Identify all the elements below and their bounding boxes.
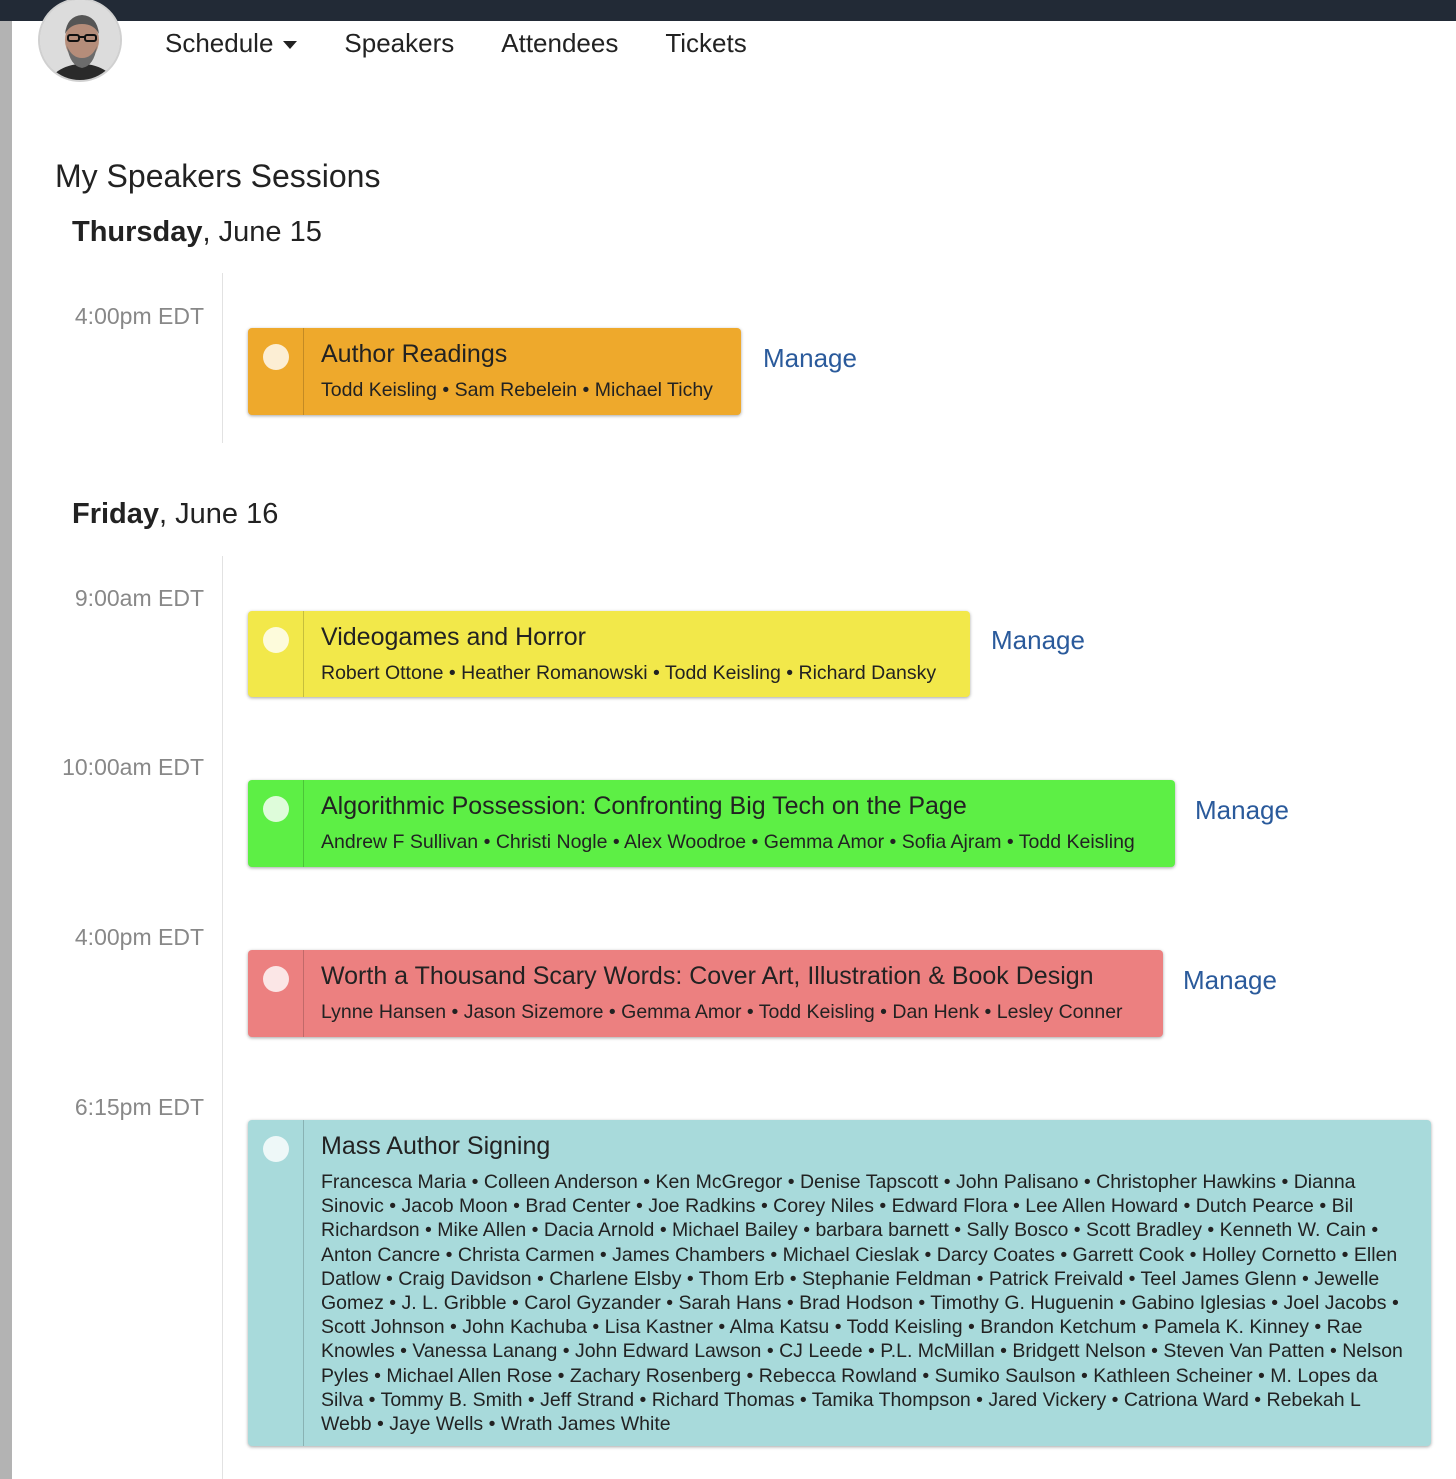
circle-icon[interactable] xyxy=(263,627,289,653)
nav-speakers[interactable]: Speakers xyxy=(344,28,455,58)
session-title: Mass Author Signing xyxy=(321,1132,551,1160)
manage-link[interactable]: Manage xyxy=(1195,795,1289,825)
session-time: 4:00pm EDT xyxy=(74,303,204,329)
timeline-line xyxy=(222,556,223,1479)
session-speakers: Lynne Hansen • Jason Sizemore • Gemma Amor • Todd Keisling • Dan Henk • Lesley Conner xyxy=(321,1001,1123,1023)
session-card-algorithmic-possession[interactable] xyxy=(248,780,1175,867)
session-speakers: Robert Ottone • Heather Romanowski • Todd Keisling • Richard Dansky xyxy=(321,662,937,684)
manage-link[interactable]: Manage xyxy=(991,625,1085,655)
user-avatar[interactable] xyxy=(38,0,122,82)
day-heading-friday xyxy=(72,498,278,531)
nav-tickets[interactable]: Tickets xyxy=(665,28,747,58)
day-name: Thursday xyxy=(72,216,203,248)
card-divider xyxy=(303,611,304,697)
card-divider xyxy=(303,1120,304,1446)
session-time: 9:00am EDT xyxy=(74,585,204,611)
session-card-worth-a-thousand-words[interactable] xyxy=(248,950,1163,1037)
session-title: Algorithmic Possession: Confronting Big Tech on the Page xyxy=(321,792,967,820)
session-speakers: Todd Keisling • Sam Rebelein • Michael Tichy xyxy=(321,379,713,401)
session-card-mass-author-signing[interactable] xyxy=(248,1120,1431,1446)
session-title: Worth a Thousand Scary Words: Cover Art, Illustration & Book Design xyxy=(321,962,1094,990)
day-name: Friday xyxy=(72,498,160,530)
session-speakers: Andrew F Sullivan • Christi Nogle • Alex Woodroe • Gemma Amor • Sofia Ajram • Todd Keisling xyxy=(321,831,1135,853)
session-time: 10:00am EDT xyxy=(62,754,204,780)
timeline-line xyxy=(222,273,223,443)
nav-schedule-label: Schedule xyxy=(165,28,274,58)
nav-schedule[interactable] xyxy=(165,28,297,59)
card-divider xyxy=(303,950,304,1037)
session-title: Author Readings xyxy=(321,340,508,368)
circle-icon[interactable] xyxy=(263,344,289,370)
session-speakers: Francesca Maria • Colleen Anderson • Ken McGregor • Denise Tapscott • John Palisano • Christopher Hawkins • Dianna Sinovic • Jacob Moon • Brad Center • Joe Radkins • Corey Niles • Edward Flora • Lee Allen Howard • Dutch Pearce • Bil Richardson • Mike Allen • Dacia Arnold • Michael Bailey • barbara barnett • Sally Bosco • Scott Bradley • Kenneth W. Cain • Anton Cancre • Christa Carmen • James Chambers • Michael Cieslak • Darcy Coates • Garrett Cook • Holley Cornetto • Ellen Datlow • Craig Davidson • Charlene Elsby • Thom Erb • Stephanie Feldman • Patrick Freivald • Teel James Glenn • Jewelle Gomez • J. L. Gribble • Carol Gyzander • Sarah Hans • Brad Hodson • Timothy G. Huguenin • Gabino Iglesias • Joel Jacobs • Scott Johnson • John Kachuba • Lisa Kastner • Alma Katsu • Todd Keisling • Brandon Ketchum • Pamela K. Kinney • Rae Knowles • Vanessa Lanang • John Edward Lawson • CJ Leede • P.L. McMillan • Bridgett Nelson • Steven Van Patten • Nelson Pyles • Michael Allen Rose • Zachary Rosenberg • Rebecca Rowland • Sumiko Saulson • Kathleen Scheiner • M. Lopes da Silva • Tommy B. Smith • Jeff Strand • Richard Thomas • Tamika Thompson • Jared Vickery • Catriona Ward • Rebekah L Webb • Jaye Wells • Wrath James White xyxy=(321,1171,1403,1436)
manage-link[interactable]: Manage xyxy=(1183,965,1277,995)
card-divider xyxy=(303,328,304,415)
session-title: Videogames and Horror xyxy=(321,623,586,651)
session-card-videogames[interactable] xyxy=(248,611,970,697)
session-time: 6:15pm EDT xyxy=(74,1094,204,1120)
day-date: , June 16 xyxy=(159,498,279,530)
session-card-author-readings[interactable] xyxy=(248,328,741,415)
day-heading-thursday xyxy=(72,216,322,249)
main-nav xyxy=(165,28,794,59)
left-scroll-edge xyxy=(0,21,12,1479)
circle-icon[interactable] xyxy=(263,1136,289,1162)
manage-link[interactable]: Manage xyxy=(763,343,857,373)
top-bar xyxy=(0,0,1456,21)
chevron-down-icon xyxy=(283,41,297,49)
session-time: 4:00pm EDT xyxy=(74,924,204,950)
avatar-portrait-icon xyxy=(40,0,122,82)
day-date: , June 15 xyxy=(202,216,322,248)
circle-icon[interactable] xyxy=(263,966,289,992)
circle-icon[interactable] xyxy=(263,796,289,822)
card-divider xyxy=(303,780,304,867)
page-title: My Speakers Sessions xyxy=(55,158,381,194)
nav-attendees[interactable]: Attendees xyxy=(501,28,619,58)
